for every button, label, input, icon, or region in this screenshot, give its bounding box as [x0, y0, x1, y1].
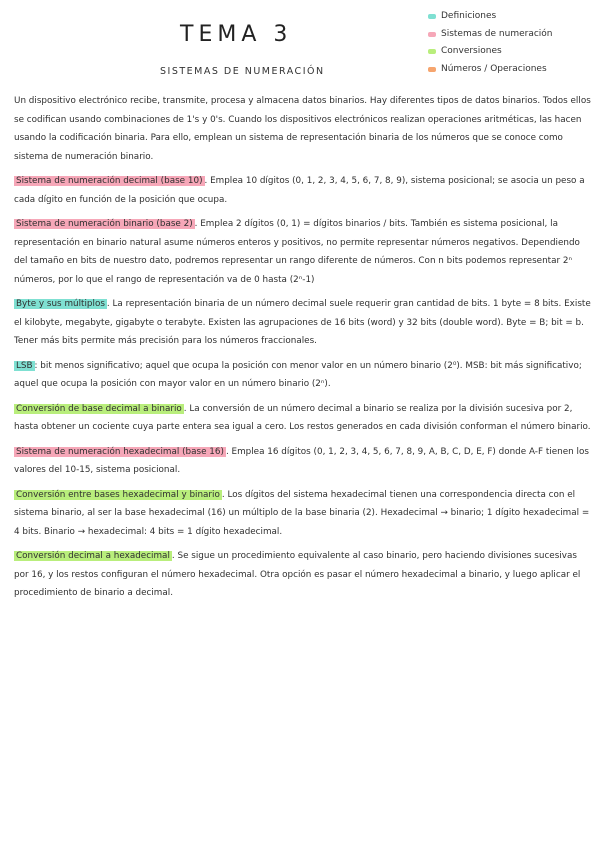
paragraph-text: Un dispositivo electrónico recibe, transmite, procesa y almacena datos binarios. Hay diferentes tipos de datos binarios. Todos ellos se codifican usando combinaciones de 1's y 0's. Cuando los dispositivos electrónicos realizan operaciones aritméticas, las hacen usando la codificación binaria. Para ello, emplean un sistema de representación binaria de los números que se conoce como sistema de numeración binario.	[14, 96, 591, 162]
paragraph-text: . Emplea 2 dígitos (0, 1) = dígitos binarios / bits. También es sistema posicional, la representación en binario natural asume números enteros y positivos, no permite representar números negativos. Dependiendo del tamaño en bits de nuestro dato, podremos representar un rango diferente de números. Con n bits podemos representar 2ⁿ números, por lo que el rango de representación va de 0 hasta (2ⁿ-1)	[14, 219, 580, 285]
highlighted-heading: Conversión entre bases hexadecimal y binario	[16, 489, 220, 500]
legend-swatch	[428, 14, 436, 19]
paragraph-text: : bit menos significativo; aquel que ocupa la posición con menor valor en un número binario (2⁰). MSB: bit más significativo; aquel que ocupa la posición con mayor valor en un número binario (2ⁿ).	[14, 360, 582, 389]
legend-swatch	[428, 49, 436, 54]
legend-swatch	[428, 67, 436, 72]
paragraph-conv-hex-bin	[14, 486, 594, 542]
paragraph-text: . La representación binaria de un número decimal suele requerir gran cantidad de bits. 1 byte = 8 bits. Existe el kilobyte, megabyte, gigabyte o terabyte. Existen las agrupaciones de 16 bits (word) y 32 bits (double word). Byte = B; bit = b. Tener más bits permite más precisión para los números fraccionales.	[14, 299, 591, 346]
paragraph-text: . La conversión de un número decimal a binario se realiza por la división sucesiva por 2, hasta obtener un cociente cuya parte entera sea igual a cero. Los restos generados en cada división conforman el número binario.	[14, 403, 591, 432]
legend-item-conversiones	[428, 43, 596, 61]
legend-item-numeros	[428, 61, 596, 79]
highlighted-heading: Byte y sus múltiplos	[16, 299, 105, 309]
paragraph-binario	[14, 215, 594, 289]
legend-label: Sistemas de numeración	[441, 28, 553, 39]
notes-body	[14, 92, 594, 609]
highlighted-heading: LSB	[16, 360, 33, 371]
legend-item-sistemas	[428, 26, 596, 44]
highlighted-heading: Sistema de numeración decimal (base 10)	[16, 176, 203, 186]
paragraph-text: . Emplea 16 dígitos (0, 1, 2, 3, 4, 5, 6, 7, 8, 9, A, B, C, D, E, F) donde A-F tienen los valores del 10-15, sistema posicional.	[14, 446, 589, 475]
paragraph-decimal	[14, 172, 594, 209]
legend-swatch	[428, 32, 436, 37]
paragraph-text: . Se sigue un procedimiento equivalente al caso binario, pero haciendo divisiones sucesivas por 16, y los restos configuran el número hexadecimal. Otra opción es pasar el número hexadecimal a binario, y luego aplicar el procedimiento de binario a decimal.	[14, 551, 581, 598]
paragraph-conv-dec-bin	[14, 400, 594, 437]
legend-label: Conversiones	[441, 46, 502, 56]
legend-item-definiciones	[428, 8, 596, 26]
paragraph-intro	[14, 92, 594, 166]
legend-label: Números / Operaciones	[441, 63, 547, 74]
paragraph-lsb-msb	[14, 357, 594, 394]
color-legend	[428, 8, 596, 78]
page-subtitle: SISTEMAS DE NUMERACIÓN	[160, 66, 325, 77]
page-title: TEMA 3	[180, 22, 293, 47]
highlighted-heading: Conversión decimal a hexadecimal	[16, 551, 170, 561]
highlighted-heading: Conversión de base decimal a binario	[16, 403, 182, 414]
paragraph-conv-dec-hex	[14, 547, 594, 603]
legend-label: Definiciones	[441, 11, 497, 21]
highlighted-heading: Sistema de numeración binario (base 2)	[16, 219, 193, 229]
highlighted-heading: Sistema de numeración hexadecimal (base 16)	[16, 446, 224, 457]
paragraph-byte	[14, 295, 594, 351]
paragraph-text: . Emplea 10 dígitos (0, 1, 2, 3, 4, 5, 6, 7, 8, 9), sistema posicional; se asocia un peso a cada dígito en función de la posición que ocupa.	[14, 176, 585, 205]
paragraph-hexadecimal	[14, 443, 594, 480]
paragraph-text: . Los dígitos del sistema hexadecimal tienen una correspondencia directa con el sistema binario, al ser la base hexadecimal (16) un múltiplo de la base binaria (2). Hexadecimal → binario; 1 dígito hexadecimal = 4 bits. Binario → hexadecimal: 4 bits = 1 dígito hexadecimal.	[14, 489, 590, 537]
